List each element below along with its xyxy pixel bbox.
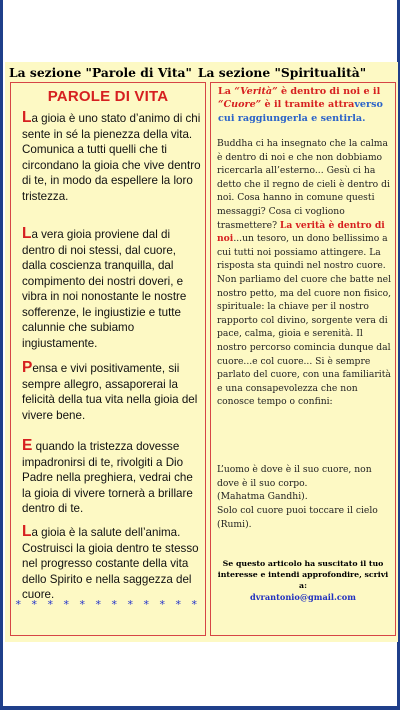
- parole-di-vita-title: PAROLE DI VITA: [47, 88, 169, 105]
- paragraph-5: [22, 525, 202, 603]
- drop-cap: P: [22, 359, 33, 376]
- body-text: Buddha ci ha insegnato che la calma è dentro di noi e che non dobbiamo ricercarla all’esterno... Gesù ci ha detto che il regno de cieli è dentro di noi. Cosa hanno in comune questi messaggi? Cosa ci vogliono trasmettere?: [217, 138, 390, 231]
- paragraph-text: quando la tristezza dovesse impadronirsi di te, rivolgiti a Dio Padre nella preghiera, vedrai che la gioia di vivere tornerà a brillare dentro di te.: [22, 440, 193, 515]
- paragraph-text: a gioia è uno stato d’animo di chi sente in sé la pienezza della vita. Comunica a tutti quelli che ti circondano la gioia che vive dentro di te, in modo da espellere la loro tristezza.: [22, 112, 201, 203]
- newsletter-page: [5, 62, 398, 642]
- left-page-edge: [0, 0, 3, 710]
- parole-di-vita-column: [10, 82, 206, 636]
- paragraph-1: [22, 111, 202, 204]
- paragraph-4: [22, 439, 202, 517]
- contact-email[interactable]: dvrantonio@gmail.com: [250, 592, 356, 603]
- contact-text: Se questo articolo ha suscitato il tuo interesse e intendi approfondire, scrivi a:: [217, 559, 389, 590]
- header-right-title: La sezione "Spiritualità": [197, 64, 367, 80]
- intro-text: è dentro di noi e il: [277, 86, 381, 97]
- rumi-quote: Solo col cuore puoi toccare il cielo (Rumi).: [217, 505, 378, 530]
- article-intro: [218, 85, 392, 125]
- paragraph-text: ensa e vivi positivamente, sii sempre allegro, assaporerai la felicità della tua vita nella gioia del vivere bene.: [22, 362, 198, 422]
- intro-blue-text: verso cui raggiungerla e sentirla.: [218, 99, 383, 124]
- intro-verita: “Verità”: [234, 86, 278, 97]
- bottom-page-edge: [0, 706, 400, 710]
- star-divider: * * * * * * * * * * * *: [15, 598, 201, 611]
- drop-cap: E: [22, 437, 33, 454]
- intro-text: La: [218, 86, 235, 97]
- spiritualita-column: [210, 82, 396, 636]
- header-left-title: La sezione "Parole di Vita": [9, 64, 192, 80]
- gandhi-quote: L’uomo è dove è il suo cuore, non dove è il suo corpo.: [217, 464, 372, 489]
- drop-cap: L: [22, 523, 32, 540]
- body-text: ...un tesoro, un dono bellissimo a cui tutti noi possiamo attingere. La risposta sta quindi nel nostro cuore. Non parliamo del cuore che batte nel nostro petto, ma del cuore non fisico, spirituale: la chiave per il nostro rapporto col divino, sorgente vera di pace, calma, gioia e serenità. Il nostro percorso comincia dunque dal cuore...e col cuore... Si è sempre parlato del cuore, con una familiarità e una consapevolezza che non conosce tempo o confini:: [217, 233, 392, 408]
- drop-cap: L: [22, 109, 32, 126]
- drop-cap: L: [22, 225, 32, 242]
- gandhi-author: (Mahatma Gandhi).: [217, 491, 308, 502]
- article-body: [217, 137, 393, 409]
- intro-text: è il tramite attra: [261, 99, 355, 111]
- section-header: [5, 62, 398, 82]
- body-highlight: La verità è dentro di noi: [217, 219, 385, 245]
- paragraph-3: [22, 361, 202, 423]
- intro-cuore: “Cuore”: [218, 99, 262, 111]
- paragraph-2: [22, 227, 202, 351]
- paragraph-text: a gioia è la salute dell’anima. Costruisci la gioia dentro te stesso nel progresso costante della vita dello Spirito e nella saggezza del cuore.: [22, 526, 199, 601]
- contact-note: [215, 559, 391, 603]
- paragraph-text: a vera gioia proviene dal di dentro di noi stessi, dal cuore, dalla coscienza tranquilla, dal compimento dei nostri doveri, e vibra in noi nonostante le nostre sofferenze, le ingiustizie e tutte calunnie che subiamo ingiustamente.: [22, 228, 187, 350]
